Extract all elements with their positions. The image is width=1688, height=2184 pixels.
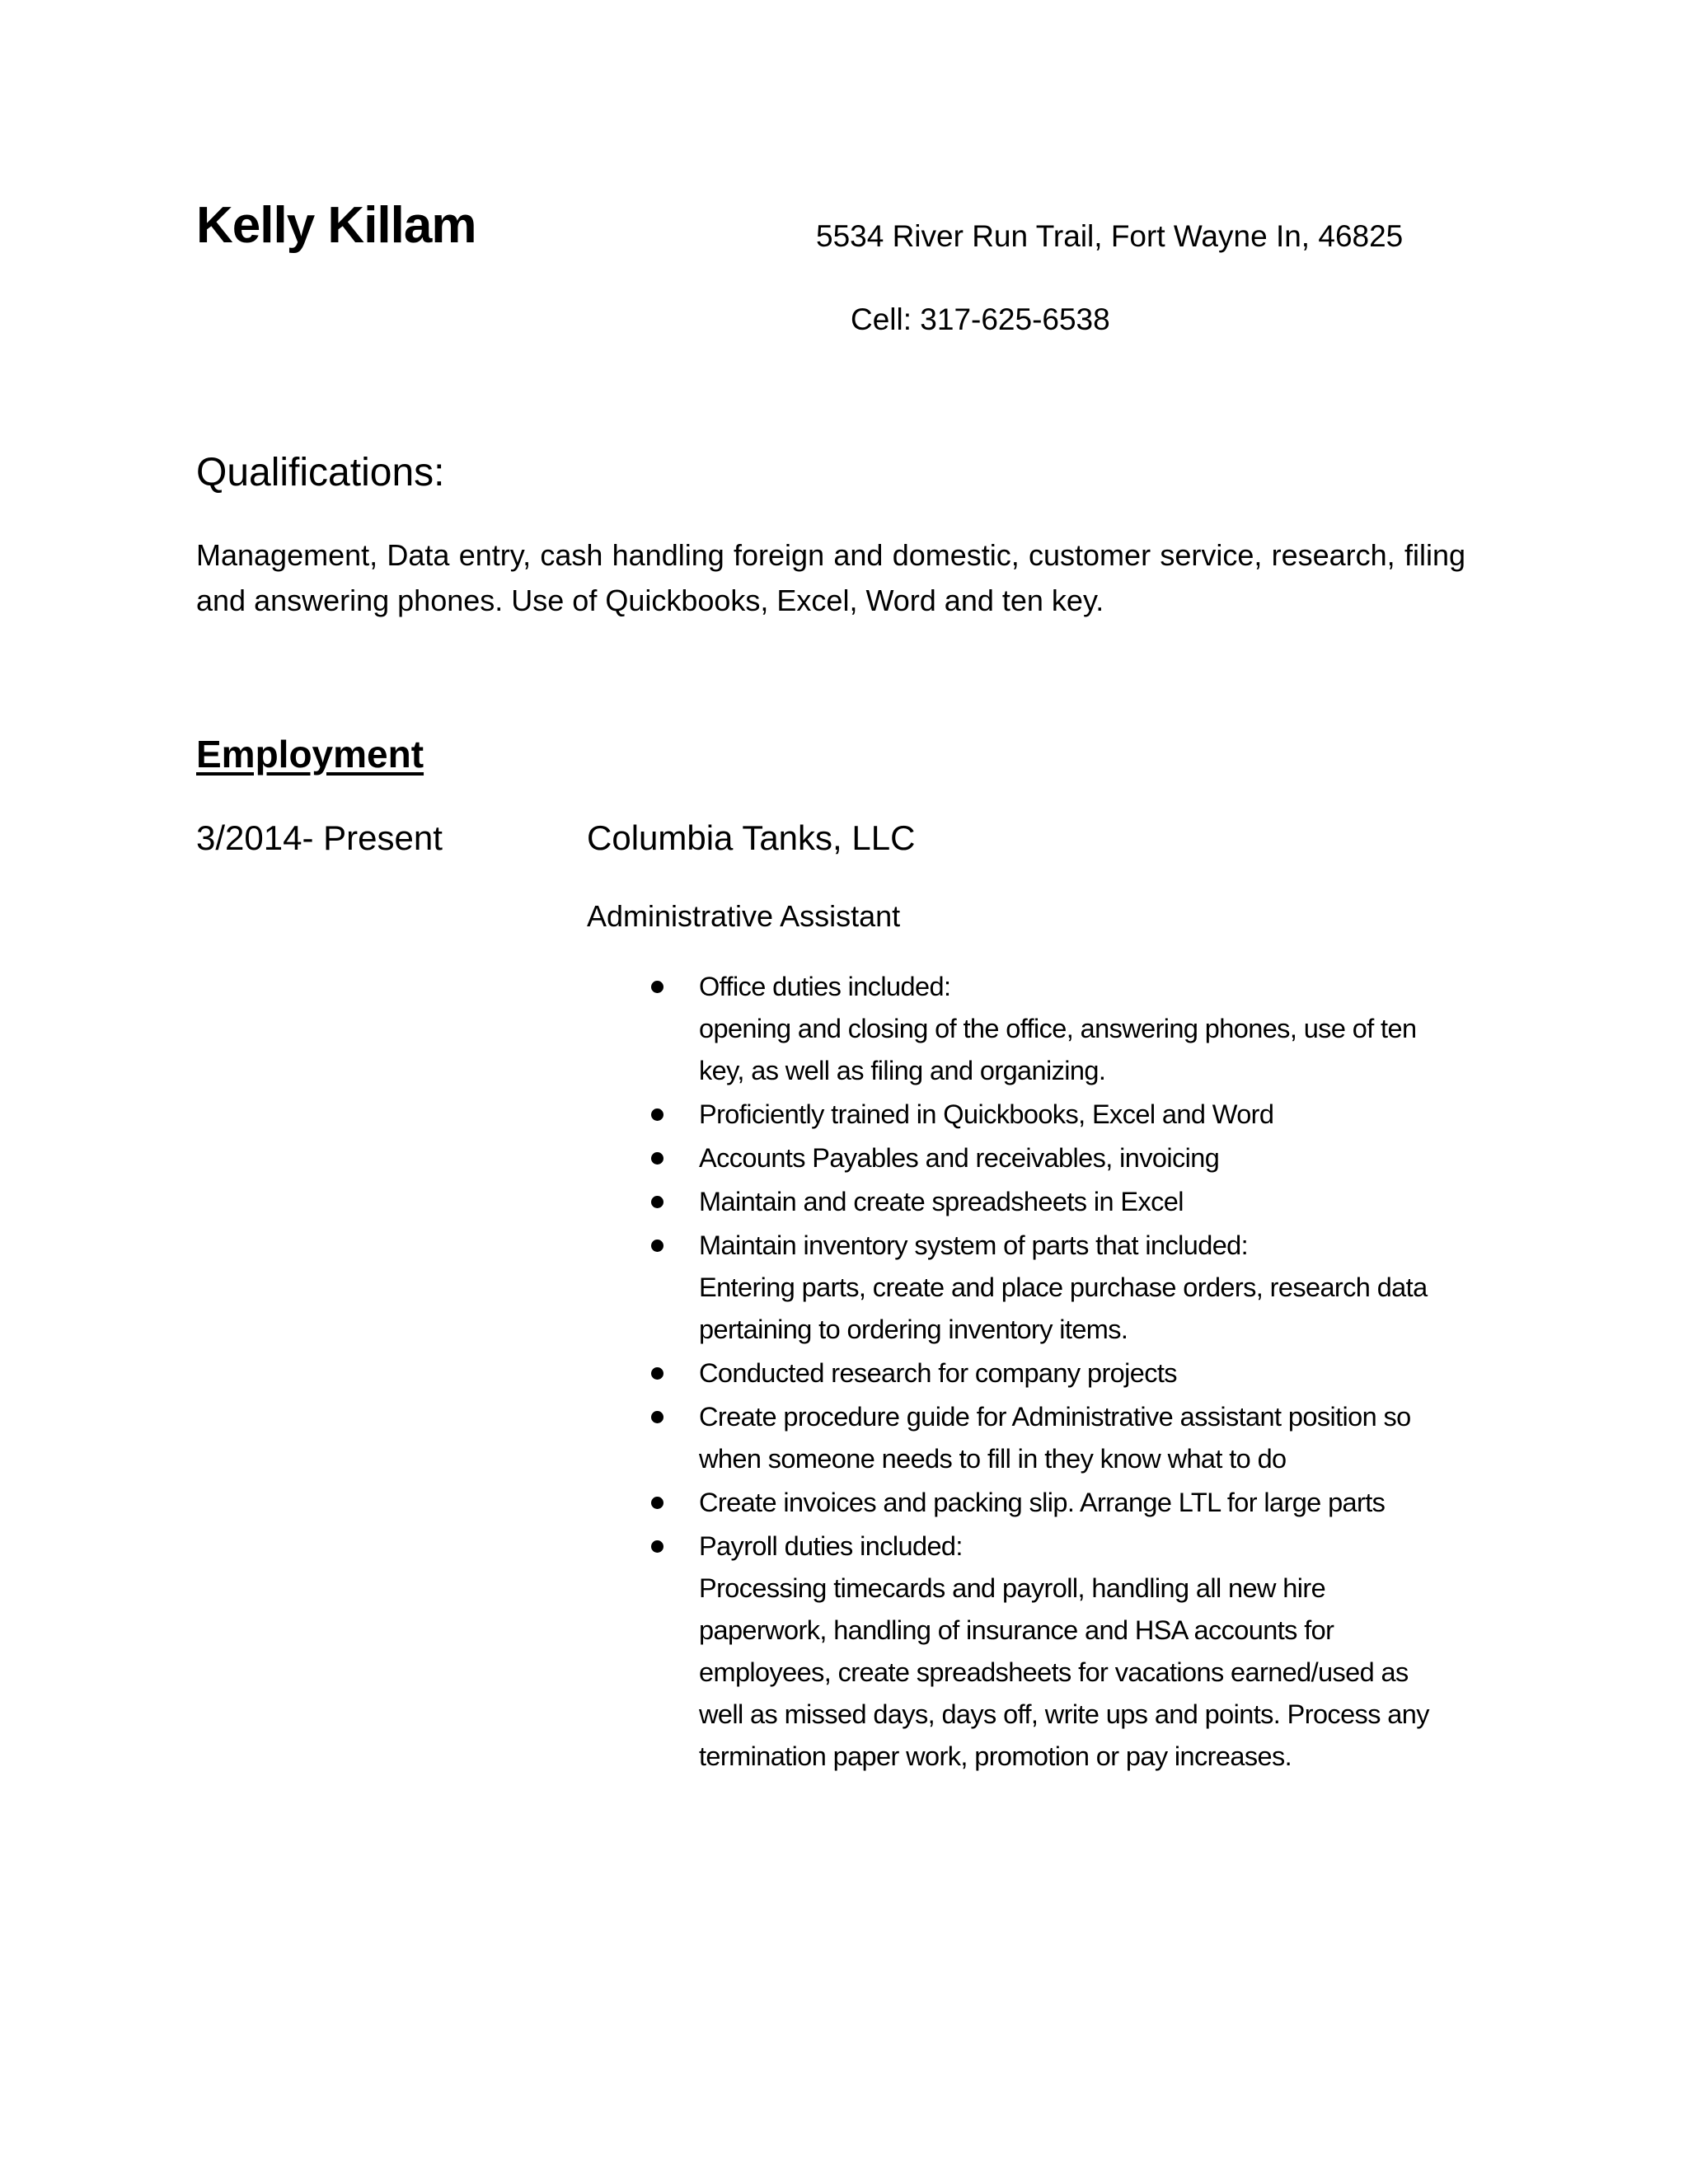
bullet-icon <box>651 981 663 993</box>
duties-list <box>651 966 1484 1779</box>
duty-label: Office duties included: <box>699 972 951 1001</box>
duty-detail-line: key, as well as filing and organizing. <box>699 1056 1106 1085</box>
duty-detail-line: employees, create spreadsheets for vacations earned/used as <box>699 1657 1409 1687</box>
bullet-icon <box>651 1367 663 1380</box>
duty-detail-line: termination paper work, promotion or pay increases. <box>699 1741 1292 1771</box>
applicant-name: Kelly Killam <box>196 197 476 254</box>
qualifications-heading: Qualifications: <box>196 451 445 494</box>
bullet-icon <box>651 1540 663 1553</box>
duty-label: Accounts Payables and receivables, invoicing <box>699 1143 1220 1173</box>
job-company: Columbia Tanks, LLC <box>587 818 916 857</box>
bullet-icon <box>651 1196 663 1208</box>
duty-detail-line: pertaining to ordering inventory items. <box>699 1315 1128 1344</box>
bullet-icon <box>651 1497 663 1509</box>
duty-label: Maintain inventory system of parts that included: <box>699 1230 1249 1260</box>
duty-list-item <box>651 966 1484 1092</box>
bullet-icon <box>651 1152 663 1165</box>
duty-list-item <box>651 1526 1484 1778</box>
duty-list-item <box>651 1352 1484 1394</box>
employment-heading: Employment <box>196 733 424 776</box>
address: 5534 River Run Trail, Fort Wayne In, 46825 <box>816 219 1404 253</box>
duty-detail-line: Entering parts, create and place purchase orders, research data <box>699 1272 1428 1302</box>
duty-list-item <box>651 1137 1484 1179</box>
bullet-icon <box>651 1108 663 1121</box>
qualifications-text: Management, Data entry, cash handling foreign and domestic, customer service, research, filing and answering phones. Use of Quickbooks, Excel, Word and ten key. <box>196 538 1465 617</box>
duty-list-item <box>651 1094 1484 1136</box>
job-title: Administrative Assistant <box>587 899 901 933</box>
duty-detail-line: when someone needs to fill in they know what to do <box>699 1444 1287 1474</box>
duty-detail-line: Processing timecards and payroll, handling all new hire <box>699 1573 1326 1603</box>
duty-detail-line: opening and closing of the office, answering phones, use of ten <box>699 1014 1417 1043</box>
duty-list-item <box>651 1181 1484 1223</box>
bullet-icon <box>651 1411 663 1423</box>
duty-label: Conducted research for company projects <box>699 1358 1177 1388</box>
duty-label: Proficiently trained in Quickbooks, Excel and Word <box>699 1099 1274 1129</box>
duty-detail-line: well as missed days, days off, write ups and points. Process any <box>699 1699 1429 1729</box>
duty-label: Create invoices and packing slip. Arrange LTL for large parts <box>699 1488 1386 1517</box>
duty-list-item <box>651 1482 1484 1524</box>
cell-phone: Cell: 317-625-6538 <box>851 302 1110 336</box>
job-dates: 3/2014- Present <box>196 818 443 857</box>
bullet-icon <box>651 1240 663 1252</box>
duty-list-item <box>651 1396 1484 1480</box>
duty-list-item <box>651 1225 1484 1351</box>
duty-detail-line: paperwork, handling of insurance and HSA accounts for <box>699 1615 1334 1645</box>
duty-label: Create procedure guide for Administrative assistant position so <box>699 1402 1411 1432</box>
duty-label: Payroll duties included: <box>699 1531 963 1561</box>
duty-label: Maintain and create spreadsheets in Excel <box>699 1187 1184 1216</box>
